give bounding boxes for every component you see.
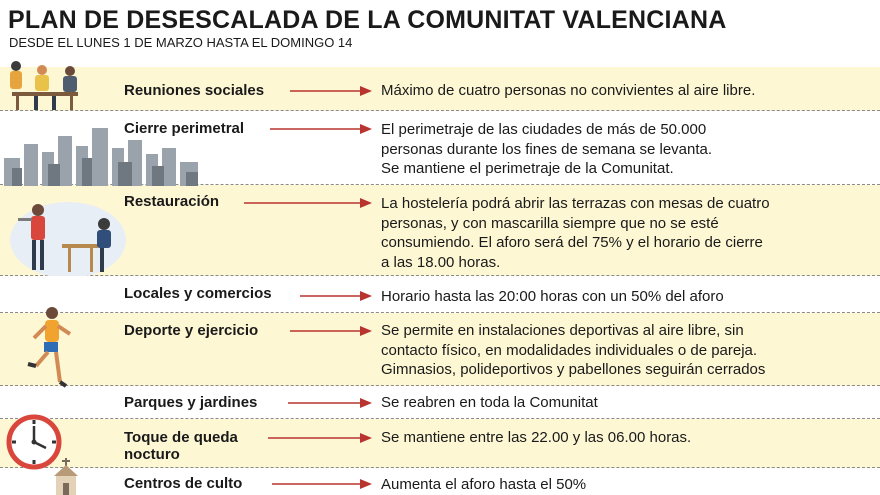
measure-label bbox=[124, 394, 257, 411]
city-skyline-icon bbox=[2, 118, 202, 186]
measure-description-line: La hostelería podrá abrir las terrazas con mesas de cuatro bbox=[381, 195, 770, 212]
measure-row-reuniones-sociales bbox=[0, 67, 880, 111]
measure-description-line: Gimnasios, polideportivos y pabellones seguirán cerrados bbox=[381, 361, 766, 378]
arrow-right-icon bbox=[290, 325, 372, 337]
measure-description-line: personas, y con mascarilla siempre que no se esté bbox=[381, 214, 719, 232]
measure-row-deporte-y-ejercicio bbox=[0, 313, 880, 386]
measure-label-line: Deporte y ejercicio bbox=[124, 322, 259, 339]
arrow-right-icon bbox=[288, 397, 372, 409]
measure-row-parques-y-jardines bbox=[0, 386, 880, 419]
arrow-right-icon bbox=[244, 197, 372, 209]
measure-label-line: Restauración bbox=[124, 193, 220, 210]
measure-description bbox=[381, 287, 724, 307]
measure-description bbox=[381, 194, 770, 272]
arrow-right-icon bbox=[270, 123, 372, 135]
measure-label bbox=[124, 475, 242, 492]
measure-label-line: nocturo bbox=[124, 446, 180, 463]
measure-description bbox=[381, 81, 755, 101]
arrow-right-icon bbox=[290, 85, 372, 97]
measure-description-line: El perimetraje de las ciudades de más de 50.000 bbox=[381, 121, 707, 138]
measure-description bbox=[381, 120, 712, 179]
measure-description-line: Se reabren en toda la Comunitat bbox=[381, 394, 598, 411]
arrow-right-icon bbox=[272, 478, 372, 490]
church-icon bbox=[46, 456, 86, 495]
measure-label bbox=[124, 429, 238, 463]
measure-label-line: Parques y jardines bbox=[124, 394, 258, 411]
page-title: PLAN DE DESESCALADA DE LA COMUNITAT VALENCIANA bbox=[8, 6, 727, 34]
measure-description-line: Se mantiene el perimetraje de la Comunitat. bbox=[381, 160, 674, 177]
measure-label-line: Cierre perimetral bbox=[124, 120, 245, 137]
measure-label-line: Locales y comercios bbox=[124, 285, 272, 302]
measure-description-line: Se mantiene entre las 22.00 y las 06.00 horas. bbox=[381, 429, 692, 446]
measure-label bbox=[124, 193, 219, 210]
runner-icon bbox=[26, 304, 78, 390]
measure-row-locales-y-comercios bbox=[0, 276, 880, 313]
measure-description-line: consumiendo. El aforo será del 75% y el horario de cierre bbox=[381, 234, 763, 251]
measure-description bbox=[381, 393, 598, 413]
arrow-right-icon bbox=[268, 432, 372, 444]
measure-label bbox=[124, 82, 264, 99]
measure-description bbox=[381, 475, 586, 495]
measure-description-line: contacto físico, en modalidades individuales o de pareja. bbox=[381, 341, 758, 359]
measure-label-line: Toque de queda bbox=[124, 429, 238, 446]
measure-description-line: Aumenta el aforo hasta el 50% bbox=[381, 476, 587, 493]
arrow-right-icon bbox=[300, 290, 372, 302]
measure-description-line: Máximo de cuatro personas no convivientes al aire libre. bbox=[381, 82, 756, 99]
measure-description-line: personas durante los fines de semana se levanta. bbox=[381, 140, 713, 158]
measure-row-restauracion bbox=[0, 185, 880, 276]
measure-description bbox=[381, 321, 765, 380]
measure-description bbox=[381, 428, 691, 448]
measure-row-centros-de-culto bbox=[0, 468, 880, 495]
measure-description-line: a las 18.00 horas. bbox=[381, 253, 501, 271]
measure-label-line: Reuniones sociales bbox=[124, 82, 265, 99]
people-at-table-icon bbox=[4, 56, 84, 112]
measure-row-toque-de-queda bbox=[0, 419, 880, 468]
measure-label bbox=[124, 322, 258, 339]
measure-label-line: Centros de culto bbox=[124, 475, 243, 492]
page-subtitle: DESDE EL LUNES 1 DE MARZO HASTA EL DOMINGO 14 bbox=[9, 35, 353, 50]
measure-label bbox=[124, 285, 272, 302]
measure-description-line: Horario hasta las 20:00 horas con un 50% del aforo bbox=[381, 288, 724, 305]
measure-description-line: Se permite en instalaciones deportivas al aire libre, sin bbox=[381, 322, 744, 339]
waiter-terrace-icon bbox=[4, 192, 126, 276]
